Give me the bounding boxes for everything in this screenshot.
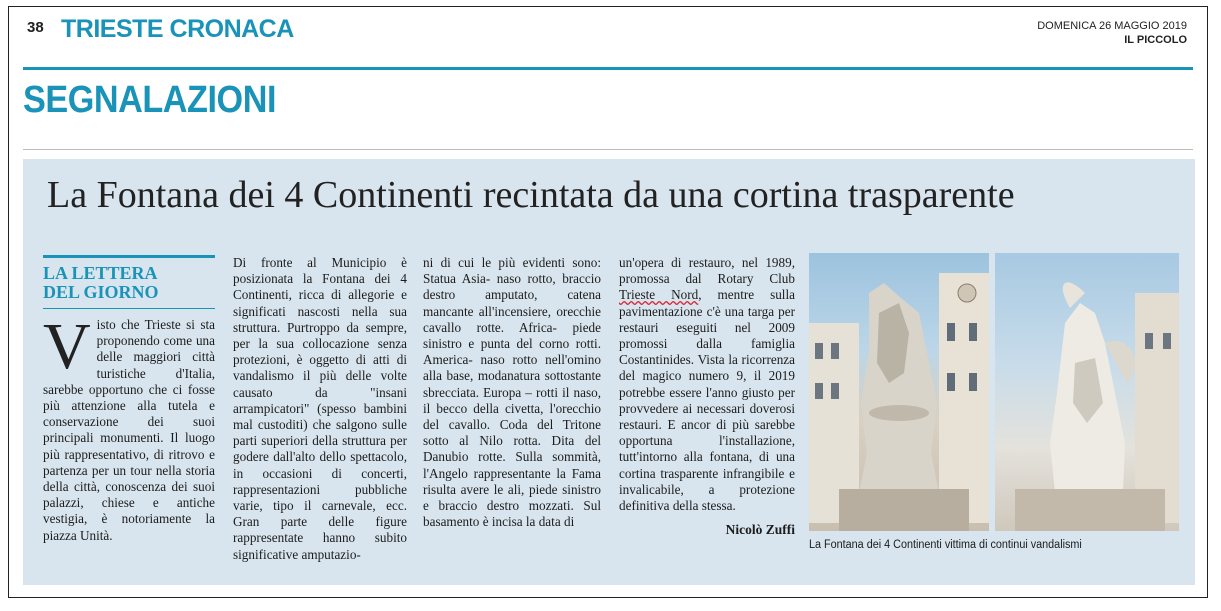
article-column-1	[43, 255, 215, 544]
dateline	[1037, 19, 1187, 47]
letter-label	[43, 264, 215, 302]
fountain-photo-1	[809, 253, 989, 531]
spellcheck-underlined-text: Trieste Nord	[619, 287, 699, 303]
fountain-photo-1-image	[809, 253, 989, 531]
article-column-2	[233, 255, 407, 563]
article-box	[23, 159, 1195, 585]
article-column-4	[619, 255, 795, 538]
letter-label-line2: DEL GIORNO	[43, 282, 159, 302]
photo-caption: La Fontana dei 4 Continenti vittima di continui vandalismi	[809, 539, 1082, 551]
paragraph-2: Di fronte al Municipio è posizionata la Fontana dei 4 Continenti, ricca di allegorie e significati nascosti nella sua struttura. Purtroppo da sempre, per la sua collocazione senza protezioni, è oggetto di atti di vandalismo il più delle volte causato da "insani arrampicatori" (spesso bambini mal custoditi) che salgono sulle parti superiori della struttura per godere dall'alto dello spettacolo, in occasioni di concerti, rappresentazioni pubbliche varie, tipo il carnevale, ecc. Gran parte delle figure rappresentate hanno subito significative amputazio-	[233, 255, 407, 562]
page-number: 38	[27, 19, 44, 36]
paragraph-1-text: isto che Trieste si sta proponendo come una delle maggiori città turistiche d'Italia, sarebbe opportuno che ci fosse più attenzione alla tutela e conservazione dei suoi principali monumenti. Il luogo più rappresentativo, di ritrovo e partenza per un tour nella storia della città, conoscenza dei suoi palazzi, chiese e antiche vestigia, è notoriamente la piazza Unità.	[43, 317, 215, 543]
paragraph-4-part-a: un'opera di restauro, nel 1989, promossa dal Rotary Club	[619, 255, 795, 287]
page-header	[9, 7, 1207, 67]
header-rule	[23, 67, 1193, 70]
rubric-title: SEGNALAZIONI	[23, 79, 277, 121]
author-signature: Nicolò Zuffi	[725, 522, 795, 538]
fountain-photo-2-image	[995, 253, 1179, 531]
issue-date: DOMENICA 26 MAGGIO 2019	[1037, 20, 1187, 32]
label-rule	[43, 255, 215, 258]
paragraph-4-part-b: , mentre sulla pavimentazione c'è una targa per restauri eseguiti nel 2009 promossi dalla famiglia Costantinides. Vista la ricorrenza del magico numero 9, il 2019 potrebbe essere l'anno giusto per provvedere ai necessari doverosi restauri. E ancor di più sarebbe opportuna l'installazione, tutt'intorno alla fontana, di una cortina trasparente infrangibile e invalicabile, a protezione definitiva della stessa.	[619, 287, 795, 514]
label-rule-bottom	[43, 308, 215, 309]
letter-label-line1: LA LETTERA	[43, 263, 158, 283]
paragraph-4	[619, 255, 795, 514]
drop-cap: V	[43, 310, 91, 383]
paragraph-3: ni di cui le più evidenti sono: Statua Asia- naso rotto, braccio destro amputato, catena mancante all'incensiere, orecchie cavallo rotte. Africa- piede sinistro e punta del corno rotti. America- naso rotto nell'omino alla base, modanatura sottostante sbrecciata. Europa – rotti il naso, il becco della civetta, l'orecchio del cavallo. Coda del Tritone sotto al Nilo rotta. Dita del Danubio rotte. Sulla sommità, l'Angelo rappresentante la Fama risulta avere le ali, piede sinistro e braccio destro mozzati. Sul basamento è incisa la data di	[423, 255, 601, 530]
newspaper-name: IL PICCOLO	[1124, 34, 1187, 46]
article-headline: La Fontana dei 4 Continenti recintata da una cortina trasparente	[47, 174, 1015, 216]
rubric-rule	[23, 149, 1193, 150]
newspaper-page	[8, 6, 1208, 598]
fountain-photo-2	[995, 253, 1179, 531]
section-title: TRIESTE CRONACA	[61, 15, 294, 43]
paragraph-1	[43, 310, 215, 544]
article-column-3	[423, 255, 601, 530]
